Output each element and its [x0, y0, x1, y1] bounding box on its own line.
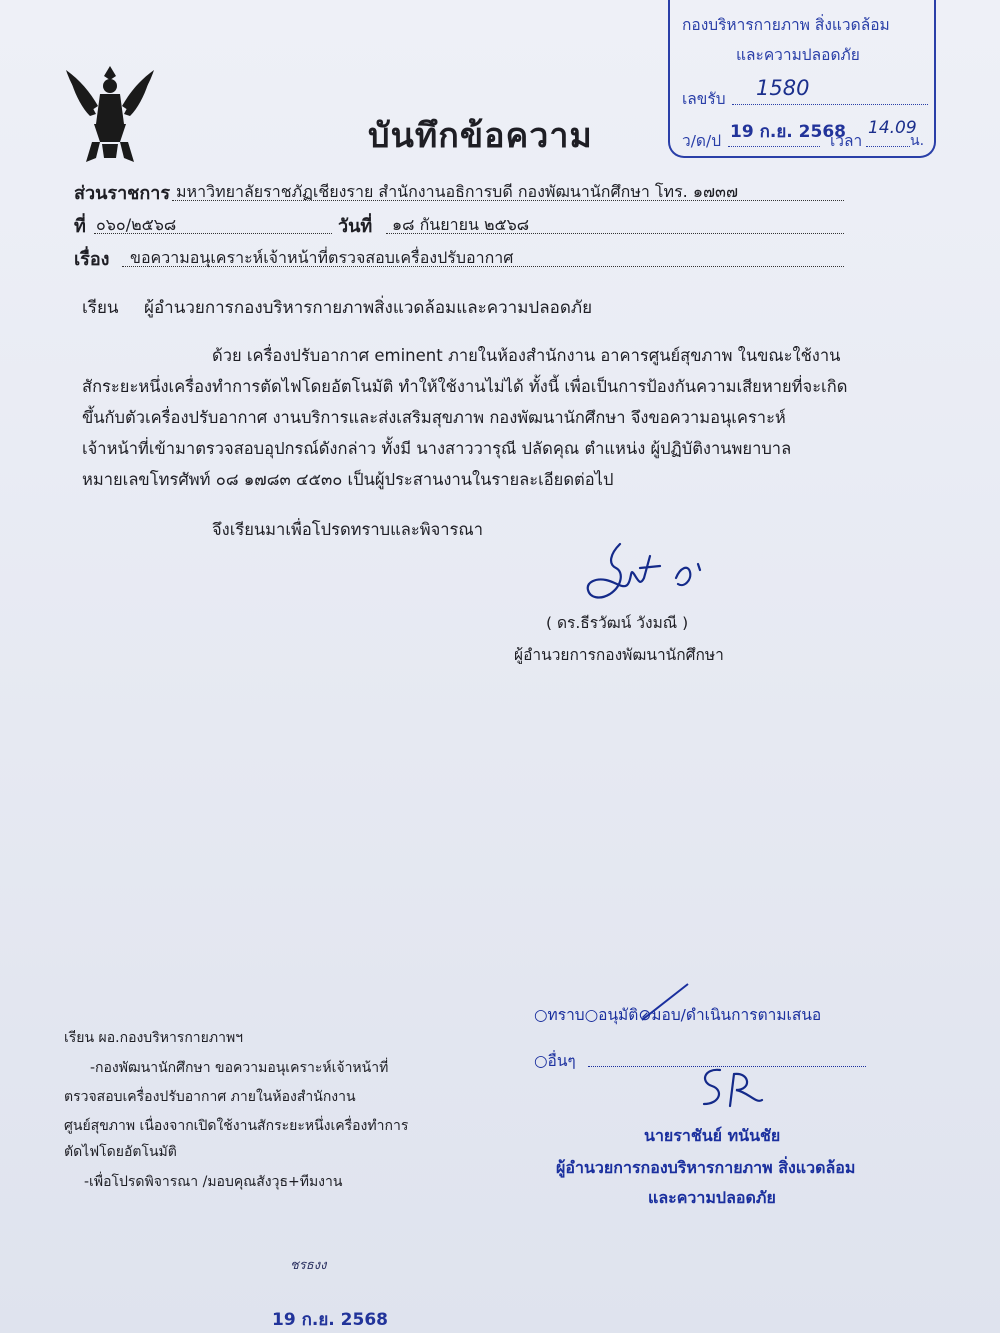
closing-line: จึงเรียนมาเพื่อโปรดทราบและพิจารณา — [212, 520, 483, 539]
agency-value: มหาวิทยาลัยราชภัฏเชียงราย สำนักงานอธิการบดี กองพัฒนานักศึกษา โทร. ๑๗๓๗ — [176, 182, 738, 201]
note-line-6: -เพื่อโปรดพิจารณา /มอบคุณสังวุธ+ทีมงาน — [84, 1174, 343, 1190]
to-value: ผู้อำนวยการกองบริหารกายภาพสิ่งแวดล้อมและความปลอดภัย — [144, 298, 593, 318]
to-label: เรียน — [82, 298, 119, 318]
note-line-2: -กองพัฒนานักศึกษา ขอความอนุเคราะห์เจ้าหน้าที่ — [90, 1060, 389, 1076]
approver-signature — [690, 1060, 770, 1116]
ref-value: ๐๖๐/๒๕๖๘ — [96, 215, 177, 234]
body-line-4: เจ้าหน้าที่เข้ามาตรวจสอบอุปกรณ์ดังกล่าว ทั้งมี นางสาววารุณี ปลัดคุณ ตำแหน่ง ผู้ปฏิบัติงานพยาบาล — [82, 439, 792, 458]
date-label: วันที่ — [338, 216, 373, 237]
subject-label: เรื่อง — [74, 249, 110, 270]
note-line-3: ตรวจสอบเครื่องปรับอากาศ ภายในห้องสำนักงาน — [64, 1089, 356, 1105]
approver-position-line1: ผู้อำนวยการกองบริหารกายภาพ สิ่งแวดล้อม — [556, 1158, 856, 1177]
sender-position: ผู้อำนวยการกองพัฒนานักศึกษา — [514, 646, 724, 664]
note-line-5: ตัดไฟโดยอัตโนมัติ — [64, 1144, 177, 1160]
agency-label: ส่วนราชการ — [74, 183, 171, 204]
note-line-1: เรียน ผอ.กองบริหารกายภาพฯ — [64, 1030, 244, 1046]
note-date-stamp: 19 ก.ย. 2568 — [272, 1310, 388, 1330]
stamp-time-value: 14.09 — [868, 118, 917, 138]
approval-other: ○อื่นๆ — [534, 1052, 576, 1070]
subject-value: ขอความอนุเคราะห์เจ้าหน้าที่ตรวจสอบเครื่องปรับอากาศ — [130, 248, 514, 267]
body-line-5: หมายเลขโทรศัพท์ ๐๘ ๑๗๘๓ ๔๕๓๐ เป็นผู้ประสานงานในรายละเอียดต่อไป — [82, 470, 614, 489]
memo-title: บันทึกข้อความ — [368, 116, 593, 156]
body-line-2: สักระยะหนึ่งเครื่องทำการตัดไฟโดยอัตโนมัติ ทำให้ใช้งานไม่ได้ ทั้งนี้ เพื่อเป็นการป้องกันความเสียหายที่จะเกิด — [82, 377, 848, 396]
stamp-receive-number: 1580 — [756, 76, 810, 100]
body-line-1: ด้วย เครื่องปรับอากาศ eminent ภายในห้องสำนักงาน อาคารศูนย์สุขภาพ ในขณะใช้งาน — [212, 346, 841, 365]
stamp-date-value: 19 ก.ย. 2568 — [730, 122, 846, 142]
approval-options: ○ทราบ○อนุมัติ⊘มอบ/ดำเนินการตามเสนอ — [534, 1006, 822, 1024]
garuda-emblem-icon — [62, 62, 158, 166]
stamp-office-line1: กองบริหารกายภาพ สิ่งแวดล้อม — [682, 16, 890, 34]
receiving-stamp — [668, 0, 936, 158]
body-line-3: ขึ้นกับตัวเครื่องปรับอากาศ งานบริการและส่งเสริมสุขภาพ กองพัฒนานักศึกษา จึงขอความอนุเคราะห์ — [82, 408, 786, 427]
note-initials: ชรธงง — [290, 1258, 327, 1273]
stamp-time-label: เวลา — [830, 132, 863, 150]
sender-name: ( ดร.ธีรวัฒน์ วังมณี ) — [546, 614, 689, 632]
sender-signature — [580, 538, 730, 608]
ref-label: ที่ — [74, 216, 86, 237]
approver-position-line2: และความปลอดภัย — [648, 1188, 776, 1207]
note-line-4: ศูนย์สุขภาพ เนื่องจากเปิดใช้งานสักระยะหนึ่งเครื่องทำการ — [64, 1118, 409, 1134]
approver-name: นายราชันย์ ทนันชัย — [644, 1126, 781, 1145]
approval-checkmark-icon — [636, 980, 692, 1030]
stamp-time-suffix: น. — [910, 133, 925, 149]
stamp-office-line2: และความปลอดภัย — [736, 46, 860, 64]
stamp-date-label: ว/ด/ป — [682, 132, 722, 150]
date-value: ๑๘ กันยายน ๒๕๖๘ — [392, 215, 530, 234]
stamp-receive-label: เลขรับ — [682, 90, 726, 108]
